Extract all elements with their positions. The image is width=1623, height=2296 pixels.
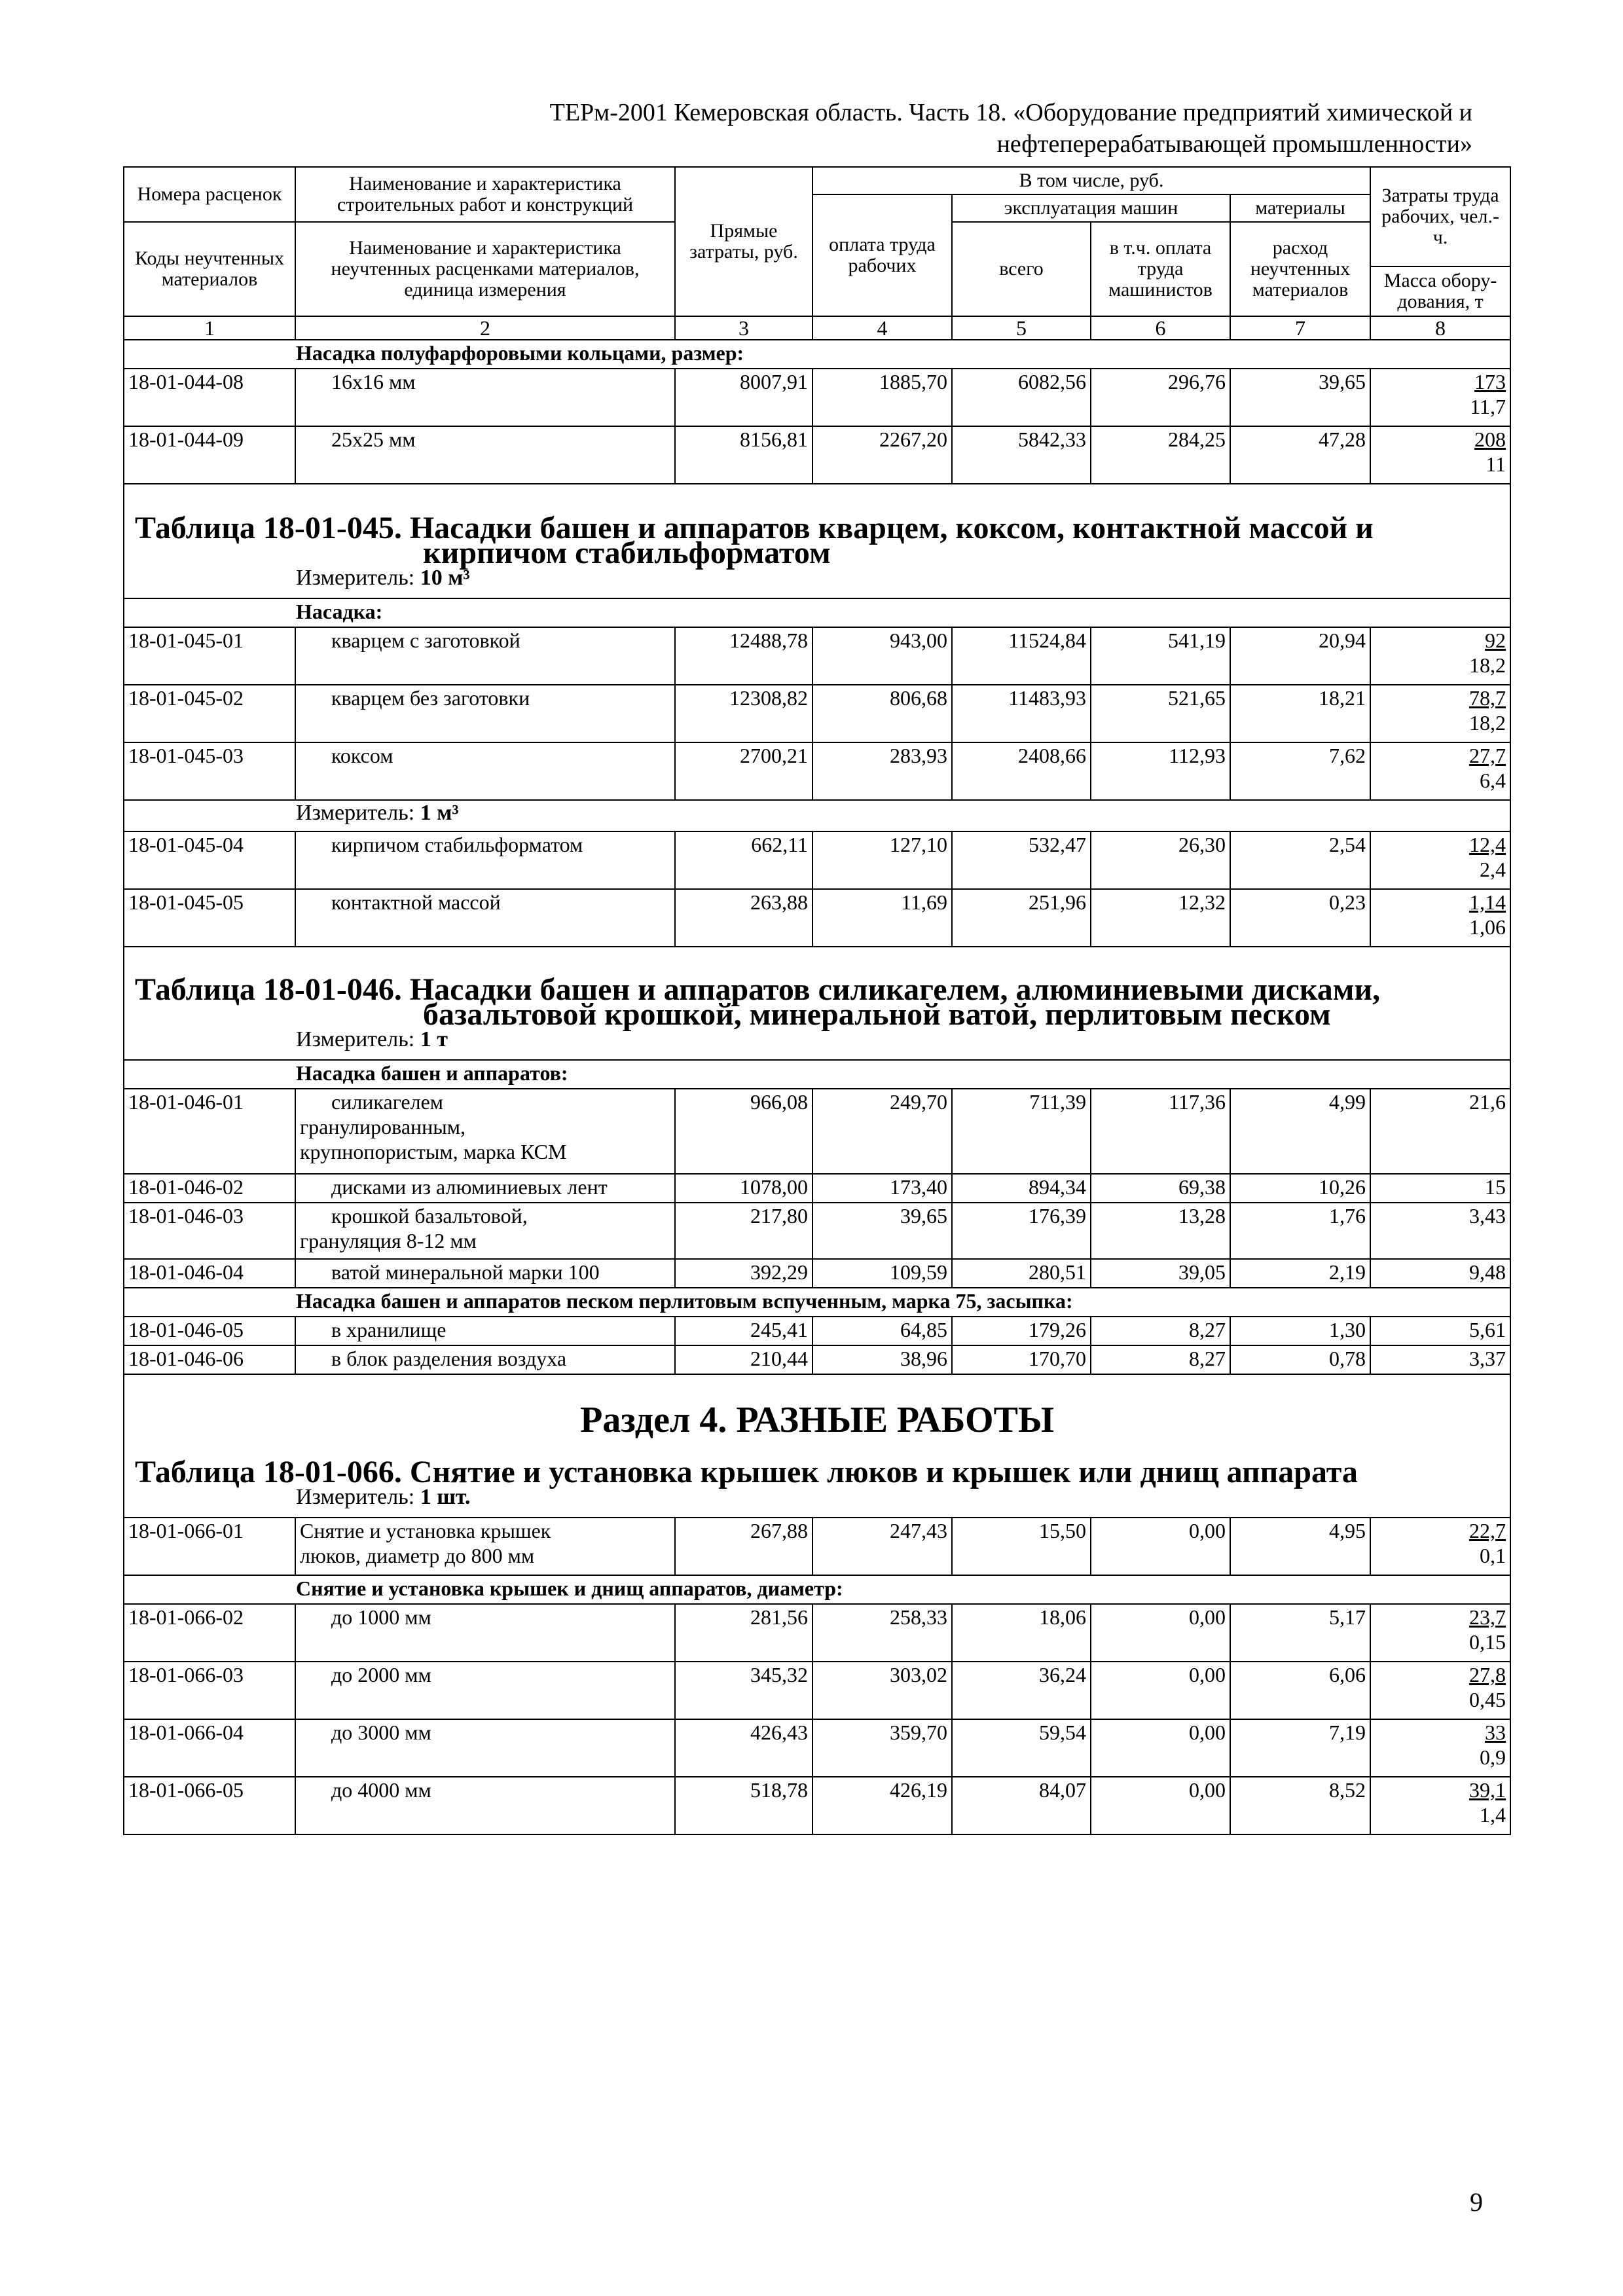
rate-code: 18-01-045-04 [124, 831, 295, 889]
direct-cost: 426,43 [675, 1719, 812, 1777]
labor-cost: 109,59 [812, 1259, 952, 1288]
operator-cost: 12,32 [1091, 889, 1230, 947]
equipment-mass: 0,1 [1480, 1544, 1506, 1567]
col4-header: оплата труда рабочих [812, 194, 952, 316]
labor-hours: 9,48 [1370, 1259, 1510, 1288]
direct-cost: 8007,91 [675, 369, 812, 426]
machine-cost: 179,26 [952, 1317, 1091, 1345]
rate-name: кирпичом стабильформатом [295, 831, 675, 889]
labor-hours: 3,37 [1370, 1345, 1510, 1374]
rate-name-line: гранулированным, [300, 1115, 466, 1139]
machine-cost: 36,24 [952, 1662, 1091, 1719]
direct-cost: 217,80 [675, 1203, 812, 1259]
labor-hours: 12,4 [1469, 833, 1506, 856]
col2-header-bottom: Наименование и характеристика неучтенных расценками материалов, единица измерения [295, 222, 675, 316]
direct-cost: 518,78 [675, 1777, 812, 1834]
direct-cost: 392,29 [675, 1259, 812, 1288]
labor-hours: 15 [1370, 1174, 1510, 1203]
operator-cost: 26,30 [1091, 831, 1230, 889]
rate-name: до 3000 мм [295, 1719, 675, 1777]
labor-cost: 173,40 [812, 1174, 952, 1203]
table-row [124, 685, 1510, 742]
table-row [124, 889, 1510, 947]
table-row [124, 1604, 1510, 1662]
table-066-meter [124, 1485, 1510, 1518]
meter-label: Измеритель: [296, 566, 420, 590]
material-cost: 4,95 [1230, 1518, 1370, 1575]
table-045-meter-2 [124, 800, 1510, 831]
operator-cost: 0,00 [1091, 1662, 1230, 1719]
labor-cost: 806,68 [812, 685, 952, 742]
table-row [124, 1345, 1510, 1374]
header-line-2: нефтеперерабатывающей промышленности» [996, 130, 1472, 158]
table-045-title-line2: кирпичом стабильформатом [423, 536, 831, 570]
rate-name-line: силикагелем [331, 1090, 444, 1114]
labor-hours: 22,7 [1469, 1519, 1506, 1542]
table-045-title [124, 511, 1510, 570]
rate-code: 18-01-044-09 [124, 426, 295, 484]
machine-cost: 84,07 [952, 1777, 1091, 1834]
section-title: Раздел 4. РАЗНЫЕ РАБОТЫ [124, 1388, 1510, 1432]
direct-cost: 245,41 [675, 1317, 812, 1345]
material-cost: 8,52 [1230, 1777, 1370, 1834]
operator-cost: 0,00 [1091, 1604, 1230, 1662]
operator-cost: 0,00 [1091, 1518, 1230, 1575]
labor-hours: 3,43 [1370, 1203, 1510, 1259]
labor-cost: 1885,70 [812, 369, 952, 426]
table-row [124, 1777, 1510, 1834]
rate-code: 18-01-046-06 [124, 1345, 295, 1374]
rate-code: 18-01-045-02 [124, 685, 295, 742]
labor-hours-mass [1370, 685, 1510, 742]
direct-cost: 8156,81 [675, 426, 812, 484]
labor-hours-mass [1370, 1777, 1510, 1834]
machine-cost: 6082,56 [952, 369, 1091, 426]
col8-header-bottom: Масса обору-дования, т [1370, 266, 1510, 316]
operator-cost: 8,27 [1091, 1317, 1230, 1345]
material-cost: 47,28 [1230, 426, 1370, 484]
table-row [124, 742, 1510, 800]
rate-code: 18-01-066-03 [124, 1662, 295, 1719]
rate-name: до 4000 мм [295, 1777, 675, 1834]
rate-name: коксом [295, 742, 675, 800]
labor-hours: 21,6 [1370, 1089, 1510, 1174]
machine-cost: 532,47 [952, 831, 1091, 889]
rate-name [295, 1518, 675, 1575]
table-046-title-line1: Таблица 18-01-046. Насадки башен и аппаратов силикагелем, алюминиевыми дисками, [135, 972, 1381, 1007]
equipment-mass: 0,9 [1480, 1745, 1506, 1769]
material-cost: 0,78 [1230, 1345, 1370, 1374]
equipment-mass: 1,4 [1480, 1803, 1506, 1827]
col6-header: в т.ч. оплата труда машинистов [1091, 222, 1230, 316]
labor-hours-mass [1370, 889, 1510, 947]
material-cost: 6,06 [1230, 1662, 1370, 1719]
col-number: 7 [1230, 316, 1370, 340]
col-number: 1 [124, 316, 295, 340]
meter-label: Измеритель: [296, 1485, 420, 1509]
labor-cost: 39,65 [812, 1203, 952, 1259]
col-number: 4 [812, 316, 952, 340]
table-row [124, 1662, 1510, 1719]
direct-cost: 263,88 [675, 889, 812, 947]
machine-cost: 11483,93 [952, 685, 1091, 742]
labor-hours: 5,61 [1370, 1317, 1510, 1345]
rate-name [295, 1089, 675, 1174]
operator-cost: 69,38 [1091, 1174, 1230, 1203]
rate-code: 18-01-066-01 [124, 1518, 295, 1575]
labor-hours-mass [1370, 742, 1510, 800]
equipment-mass: 11 [1486, 452, 1506, 476]
col-number: 3 [675, 316, 812, 340]
equipment-mass: 0,15 [1469, 1630, 1506, 1654]
meter-label: Измеритель: [296, 1027, 420, 1051]
material-cost: 1,76 [1230, 1203, 1370, 1259]
machines-header: эксплуатация машин [952, 194, 1230, 222]
table-row [124, 1203, 1510, 1259]
equipment-mass: 2,4 [1480, 858, 1506, 881]
labor-hours: 27,7 [1469, 744, 1506, 767]
labor-hours-mass [1370, 627, 1510, 685]
machine-cost: 2408,66 [952, 742, 1091, 800]
rate-name: ватой минеральной марки 100 [295, 1259, 675, 1288]
material-cost: 4,99 [1230, 1089, 1370, 1174]
direct-cost: 966,08 [675, 1089, 812, 1174]
table-row [124, 1259, 1510, 1288]
materials-header: материалы [1230, 194, 1370, 222]
material-cost: 2,19 [1230, 1259, 1370, 1288]
machine-cost: 18,06 [952, 1604, 1091, 1662]
col8-header-top: Затраты труда рабочих, чел.-ч. [1370, 167, 1510, 266]
labor-hours-mass [1370, 426, 1510, 484]
machine-cost: 59,54 [952, 1719, 1091, 1777]
equipment-mass: 6,4 [1480, 769, 1506, 792]
table-045-meter [124, 566, 1510, 598]
equipment-mass: 11,7 [1470, 395, 1506, 418]
col7-header: расход неучтенных материалов [1230, 222, 1370, 316]
labor-cost: 38,96 [812, 1345, 952, 1374]
labor-hours-mass [1370, 1518, 1510, 1575]
rate-code: 18-01-066-05 [124, 1777, 295, 1834]
labor-cost: 283,93 [812, 742, 952, 800]
labor-hours: 92 [1485, 629, 1506, 652]
machine-cost: 280,51 [952, 1259, 1091, 1288]
machine-cost: 711,39 [952, 1089, 1091, 1174]
table-row [124, 1317, 1510, 1345]
labor-hours: 173 [1474, 370, 1506, 393]
incl-header: В том числе, руб. [812, 167, 1370, 194]
material-cost: 0,23 [1230, 889, 1370, 947]
rate-name: дисками из алюминиевых лент [295, 1174, 675, 1203]
rate-code: 18-01-066-02 [124, 1604, 295, 1662]
table-044-subhead: Насадка полуфарфоровыми кольцами, размер: [124, 340, 1510, 369]
rate-name: 16х16 мм [295, 369, 675, 426]
operator-cost: 117,36 [1091, 1089, 1230, 1174]
meter-value: 1 т [420, 1027, 448, 1051]
operator-cost: 296,76 [1091, 369, 1230, 426]
labor-hours: 208 [1474, 428, 1506, 451]
rate-code: 18-01-044-08 [124, 369, 295, 426]
table-066-title: Таблица 18-01-066. Снятие и установка крышек люков и крышек или днищ аппарата [124, 1432, 1510, 1485]
table-046-subhead: Насадка башен и аппаратов: [124, 1060, 1510, 1089]
labor-cost: 11,69 [812, 889, 952, 947]
direct-cost: 662,11 [675, 831, 812, 889]
machine-cost: 11524,84 [952, 627, 1091, 685]
labor-cost: 359,70 [812, 1719, 952, 1777]
material-cost: 2,54 [1230, 831, 1370, 889]
labor-cost: 258,33 [812, 1604, 952, 1662]
table-row [124, 369, 1510, 426]
rate-name [295, 1203, 675, 1259]
table-row [124, 1518, 1510, 1575]
table-row [124, 1174, 1510, 1203]
labor-cost: 943,00 [812, 627, 952, 685]
labor-hours-mass [1370, 369, 1510, 426]
labor-hours: 1,14 [1469, 890, 1506, 914]
col5-header: всего [952, 222, 1091, 316]
col1-header-bottom: Коды неучтенных материалов [124, 222, 295, 316]
operator-cost: 0,00 [1091, 1777, 1230, 1834]
rate-name-line: крошкой базальтовой, [331, 1204, 528, 1228]
labor-hours-mass [1370, 1604, 1510, 1662]
operator-cost: 521,65 [1091, 685, 1230, 742]
table-046-meter [124, 1027, 1510, 1060]
meter-label: Измеритель: [296, 801, 420, 825]
rate-code: 18-01-045-05 [124, 889, 295, 947]
labor-cost: 2267,20 [812, 426, 952, 484]
rate-code: 18-01-066-04 [124, 1719, 295, 1777]
equipment-mass: 1,06 [1469, 915, 1506, 939]
labor-hours: 23,7 [1469, 1605, 1506, 1629]
machine-cost: 176,39 [952, 1203, 1091, 1259]
table-046-subhead-2: Насадка башен и аппаратов песком перлитовым вспученным, марка 75, засыпка: [124, 1288, 1510, 1317]
machine-cost: 894,34 [952, 1174, 1091, 1203]
table-row [124, 426, 1510, 484]
operator-cost: 0,00 [1091, 1719, 1230, 1777]
col3-header: Прямые затраты, руб. [675, 167, 812, 316]
spacer [124, 1374, 1510, 1388]
rate-code: 18-01-046-02 [124, 1174, 295, 1203]
material-cost: 18,21 [1230, 685, 1370, 742]
machine-cost: 5842,33 [952, 426, 1091, 484]
operator-cost: 541,19 [1091, 627, 1230, 685]
table-row [124, 627, 1510, 685]
col2-header-top: Наименование и характеристика строительных работ и конструкций [295, 167, 675, 222]
rate-code: 18-01-045-01 [124, 627, 295, 685]
material-cost: 1,30 [1230, 1317, 1370, 1345]
operator-cost: 284,25 [1091, 426, 1230, 484]
rate-code: 18-01-046-05 [124, 1317, 295, 1345]
header-line-1: ТЕРм-2001 Кемеровская область. Часть 18. «Оборудование предприятий химической и [549, 99, 1472, 126]
table-row [124, 1719, 1510, 1777]
rate-name-line: грануляция 8-12 мм [300, 1229, 477, 1252]
equipment-mass: 0,45 [1469, 1688, 1506, 1711]
direct-cost: 12308,82 [675, 685, 812, 742]
material-cost: 10,26 [1230, 1174, 1370, 1203]
material-cost: 39,65 [1230, 369, 1370, 426]
rate-name: в блок разделения воздуха [295, 1345, 675, 1374]
machine-cost: 251,96 [952, 889, 1091, 947]
rate-name: 25х25 мм [295, 426, 675, 484]
labor-hours-mass [1370, 1662, 1510, 1719]
labor-hours: 33 [1485, 1721, 1506, 1744]
page-number: 9 [1470, 2187, 1483, 2217]
machine-cost: 170,70 [952, 1345, 1091, 1374]
meter-value: 1 м³ [420, 801, 459, 825]
rate-name: в хранилище [295, 1317, 675, 1345]
material-cost: 7,62 [1230, 742, 1370, 800]
material-cost: 7,19 [1230, 1719, 1370, 1777]
col-number: 2 [295, 316, 675, 340]
table-045-subhead: Насадка: [124, 598, 1510, 627]
col-number: 6 [1091, 316, 1230, 340]
operator-cost: 13,28 [1091, 1203, 1230, 1259]
rate-code: 18-01-045-03 [124, 742, 295, 800]
meter-value: 1 шт. [420, 1485, 471, 1509]
operator-cost: 39,05 [1091, 1259, 1230, 1288]
direct-cost: 210,44 [675, 1345, 812, 1374]
equipment-mass: 18,2 [1469, 653, 1506, 677]
rate-name-line: крупнопористым, марка КСМ [300, 1140, 567, 1163]
labor-cost: 247,43 [812, 1518, 952, 1575]
labor-hours-mass [1370, 831, 1510, 889]
table-046-title [124, 972, 1510, 1032]
equipment-mass: 18,2 [1469, 711, 1506, 735]
direct-cost: 12488,78 [675, 627, 812, 685]
col1-header-top: Номера расценок [124, 167, 295, 222]
direct-cost: 345,32 [675, 1662, 812, 1719]
labor-hours-mass [1370, 1719, 1510, 1777]
material-cost: 20,94 [1230, 627, 1370, 685]
operator-cost: 8,27 [1091, 1345, 1230, 1374]
meter-value: 10 м³ [420, 566, 470, 590]
rate-code: 18-01-046-01 [124, 1089, 295, 1174]
rate-code: 18-01-046-04 [124, 1259, 295, 1288]
labor-cost: 64,85 [812, 1317, 952, 1345]
rate-name: до 2000 мм [295, 1662, 675, 1719]
labor-cost: 249,70 [812, 1089, 952, 1174]
material-cost: 5,17 [1230, 1604, 1370, 1662]
direct-cost: 1078,00 [675, 1174, 812, 1203]
machine-cost: 15,50 [952, 1518, 1091, 1575]
rate-name: кварцем с заготовкой [295, 627, 675, 685]
rate-name: до 1000 мм [295, 1604, 675, 1662]
table-row [124, 831, 1510, 889]
direct-cost: 281,56 [675, 1604, 812, 1662]
table-row [124, 1089, 1510, 1174]
direct-cost: 2700,21 [675, 742, 812, 800]
operator-cost: 112,93 [1091, 742, 1230, 800]
rate-name: контактной массой [295, 889, 675, 947]
table-045-title-line1: Таблица 18-01-045. Насадки башен и аппаратов кварцем, коксом, контактной массой и [135, 511, 1374, 545]
rate-name-line: люков, диаметр до 800 мм [300, 1544, 535, 1567]
col-number: 8 [1370, 316, 1510, 340]
labor-cost: 426,19 [812, 1777, 952, 1834]
labor-cost: 127,10 [812, 831, 952, 889]
direct-cost: 267,88 [675, 1518, 812, 1575]
table-046-title-line2: базальтовой крошкой, минеральной ватой, перлитовым песком [423, 997, 1331, 1032]
labor-cost: 303,02 [812, 1662, 952, 1719]
rate-name: кварцем без заготовки [295, 685, 675, 742]
col-number: 5 [952, 316, 1091, 340]
rate-name-line: Снятие и установка крышек [300, 1519, 551, 1542]
rates-table [123, 166, 1511, 1835]
labor-hours: 27,8 [1469, 1663, 1506, 1686]
document-header [294, 97, 1472, 160]
rate-code: 18-01-046-03 [124, 1203, 295, 1259]
labor-hours: 78,7 [1469, 686, 1506, 710]
table-066-subhead: Снятие и установка крышек и днищ аппаратов, диаметр: [124, 1575, 1510, 1604]
labor-hours: 39,1 [1469, 1778, 1506, 1802]
